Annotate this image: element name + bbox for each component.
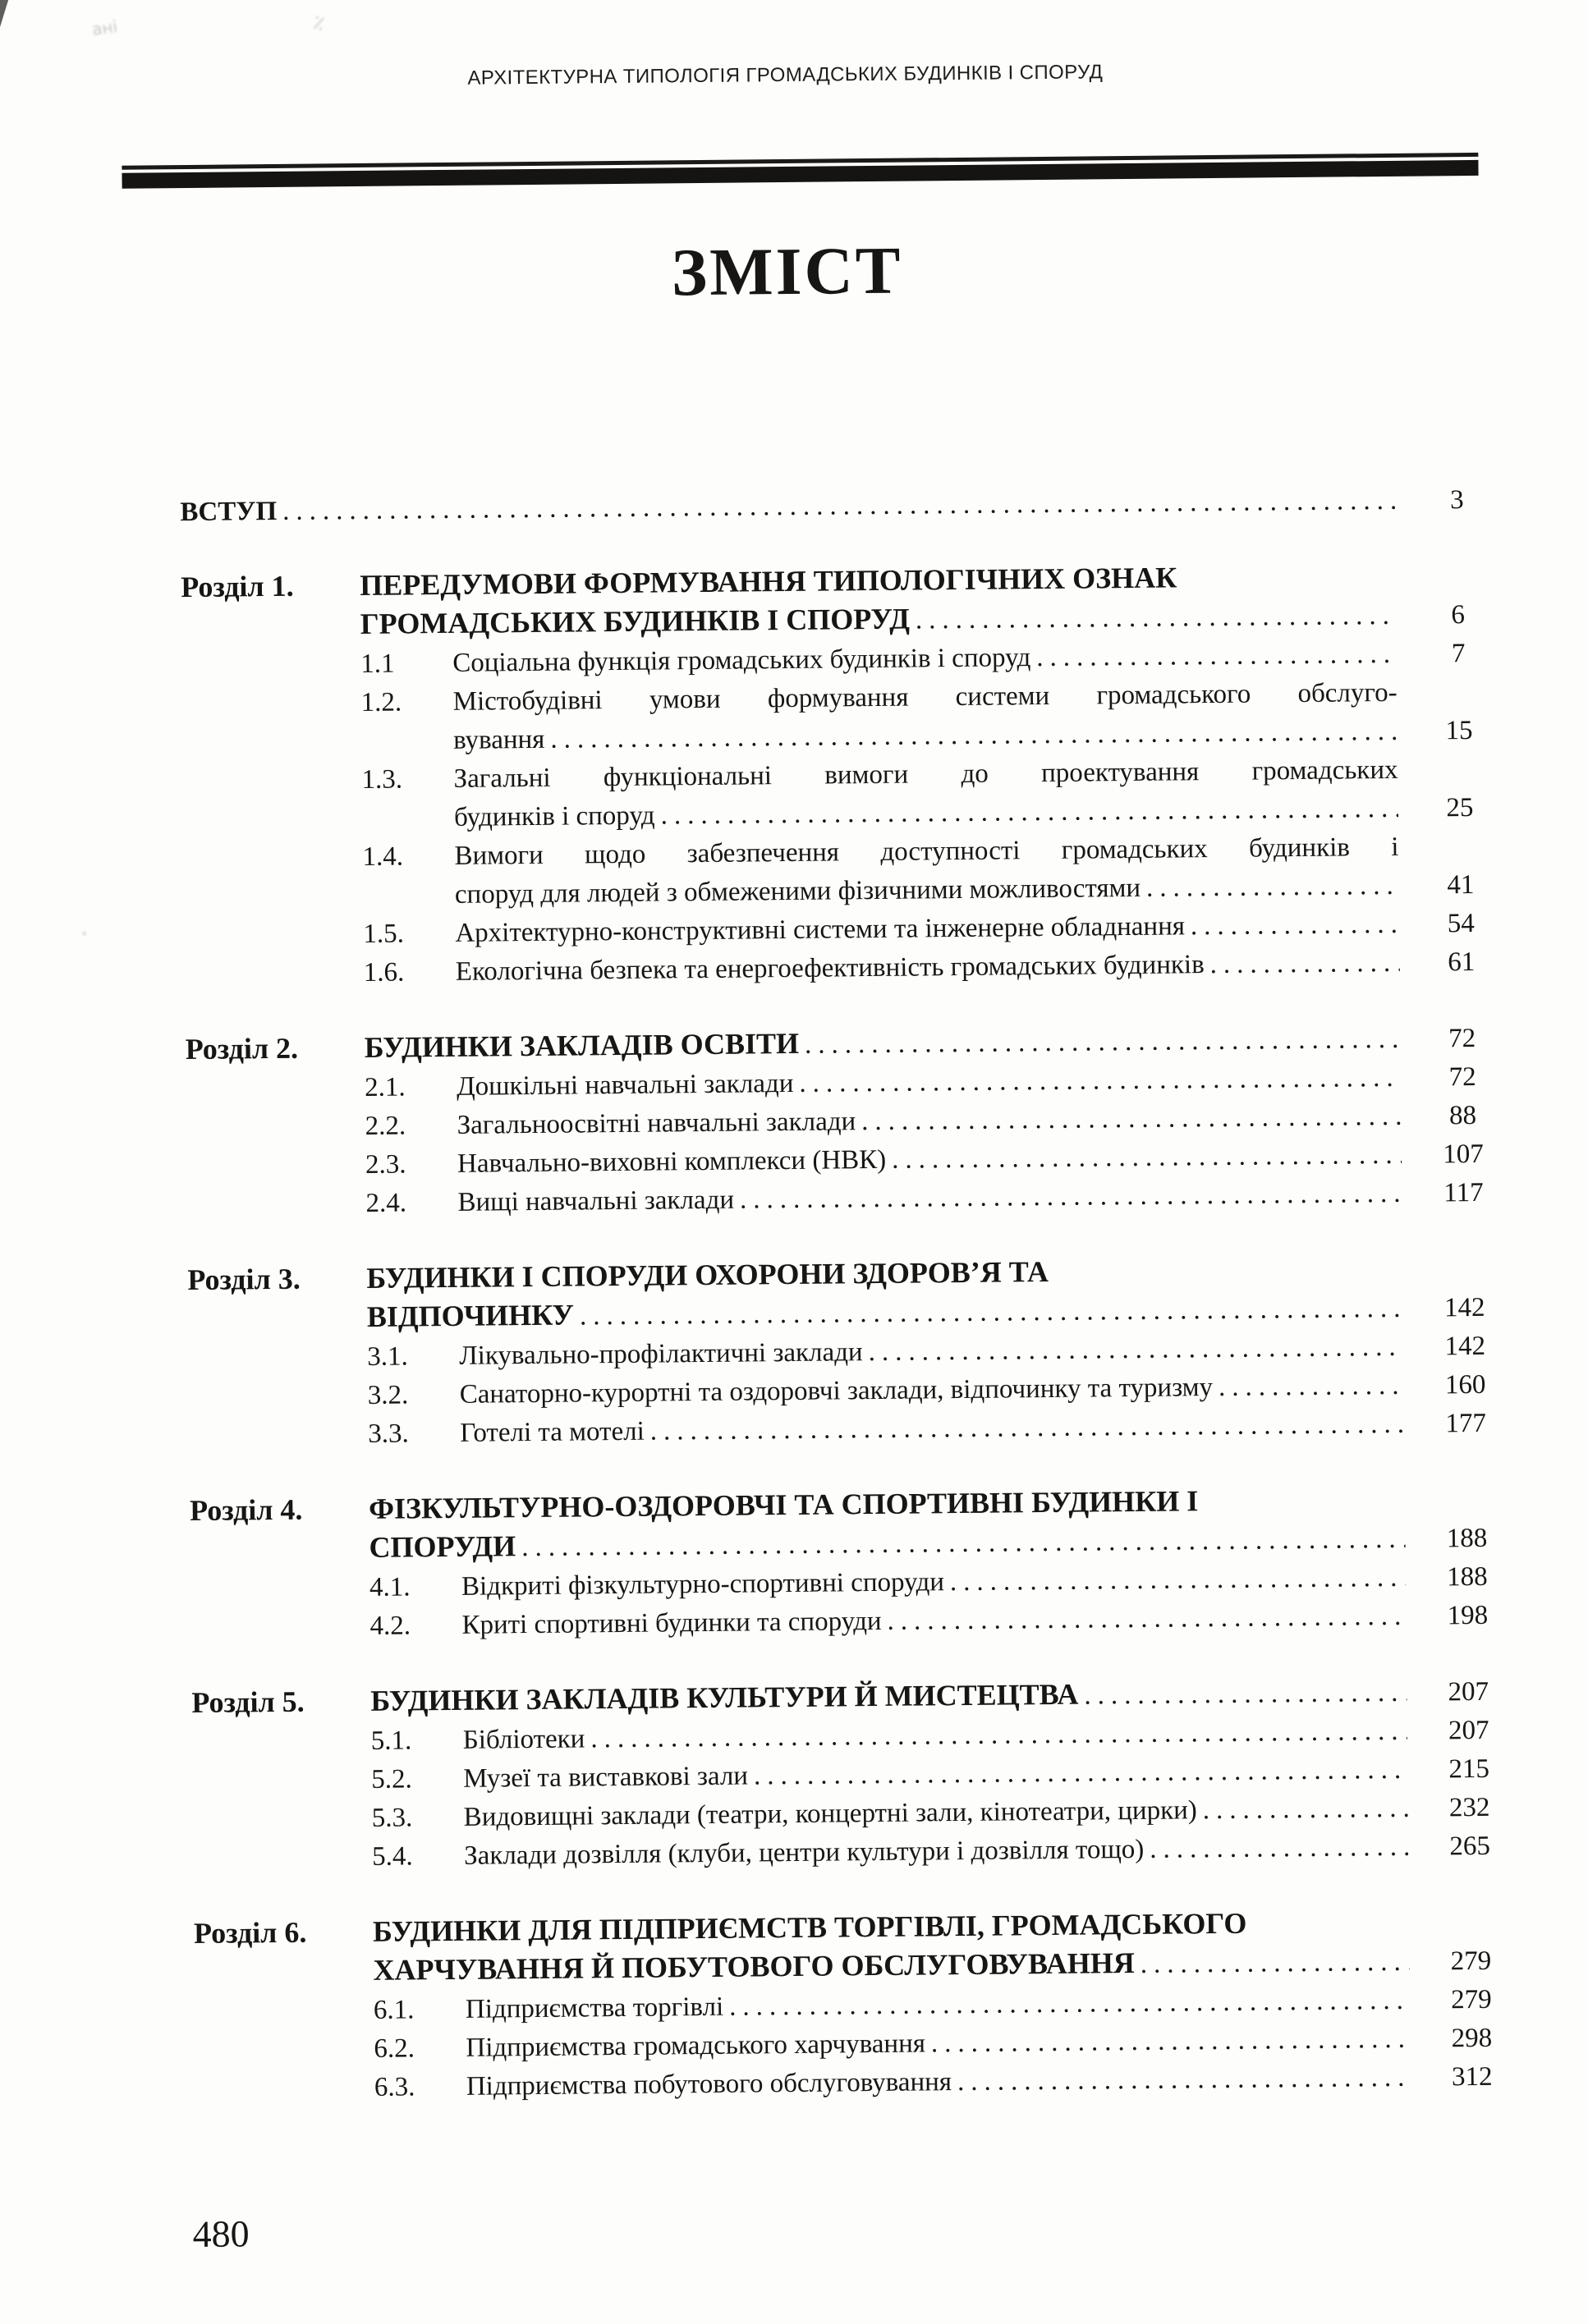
chapter-page-number: 142 [1443,1292,1485,1323]
section-number: 1.5. [363,919,405,949]
section-number: 2.2. [365,1111,406,1141]
dot-leader [881,1597,1406,1641]
dot-leader [1204,944,1400,984]
chapter-title-line: БУДИНКИ ЗАКЛАДІВ ОСВІТИ [364,1026,800,1064]
chapter-title-line: ВІДПОЧИНКУ [366,1298,575,1333]
section-number: 3.3. [368,1419,409,1449]
section-title [452,674,1398,760]
section-title-last-line [466,2059,1411,2106]
chapter-label: Розділ 6. [193,1915,307,1950]
section-number: 1.3. [361,764,403,795]
chapter-title-line: БУДИНКИ І СПОРУДИ ОХОРОНИ ЗДОРОВ’Я ТА [366,1254,1049,1295]
toc-chapter [185,1017,1525,1225]
dot-leader [645,1405,1405,1451]
section-page-number: 61 [1448,947,1476,978]
section-page-number: 160 [1444,1369,1486,1400]
section-number: 3.2. [367,1380,409,1410]
chapter-row [194,1901,1533,1993]
chapter-label: Розділ 2. [185,1031,299,1066]
toc-chapter [181,555,1523,994]
chapter-label: Розділ 3. [187,1262,301,1297]
dot-leader [748,1751,1408,1796]
toc-chapter [187,1248,1527,1455]
section-title-line: вування [452,724,545,755]
dot-leader [1197,1790,1408,1830]
section-page-number: 88 [1448,1100,1477,1131]
chapter-title [360,557,1397,645]
section-title-line: Готелі та мотелі [460,1416,645,1448]
section-number: 5.2. [371,1764,412,1795]
section-number: 2.4. [365,1188,407,1218]
section-page-number: 198 [1447,1600,1489,1631]
chapter-label: Розділ 1. [181,569,294,604]
section-title-line: Підприємства торгівлі [465,1992,724,2024]
section-number: 2.1. [365,1072,406,1102]
chapter-title-line: ГРОМАДСЬКИХ БУДИНКІВ І СПОРУД [360,602,911,640]
chapter-page-number: 207 [1448,1676,1489,1707]
section-title-line: Підприємства громадського харчування [466,2028,926,2063]
dot-leader [886,1136,1402,1180]
section-page-number: 298 [1451,2023,1493,2054]
section-title-last-line [460,1405,1404,1453]
chapter-title [366,1249,1403,1338]
chapter-page-number: 279 [1450,1946,1492,1977]
chapter-title-line: ФІЗКУЛЬТУРНО-ОЗДОРОВЧІ ТА СПОРТИВНІ БУДИНКИ І [368,1484,1199,1525]
section-number: 6.2. [374,2033,415,2064]
toc-section-row [182,749,1521,840]
section-number: 5.1. [370,1726,412,1756]
section-title [461,1597,1406,1645]
section-title-line: Видовищні заклади (театри, концертні зали, кінотеатри, цирки) [463,1795,1197,1832]
section-title-line: будинків і споруд [453,800,655,832]
section-title-last-line [464,1828,1408,1876]
dot-leader [1141,867,1399,908]
dot-leader [862,1328,1403,1372]
section-page-number: 215 [1448,1753,1490,1785]
dot-leader [799,1019,1401,1065]
section-title-line: Екологічна безпека та енергоефективність громадських будинків [455,950,1205,987]
section-number: 4.2. [369,1611,411,1641]
page-title: ЗМІСТ [671,232,903,310]
section-page-number: 72 [1448,1061,1476,1093]
scan-artifact: ані [90,16,119,40]
section-page-number: 15 [1445,715,1473,746]
dot-leader [944,1559,1406,1602]
folio-page-number: 480 [192,2212,250,2256]
section-title-line: Бібліотеки [462,1724,585,1755]
running-title: АРХІТЕКТУРНА ТИПОЛОГІЯ ГРОМАДСЬКИХ БУДИНКІВ І СПОРУД [467,61,1104,89]
dot-leader [1213,1367,1404,1407]
section-title-line: Навчально-виховні комплекси (НВК) [457,1144,887,1179]
section-number: 5.4. [371,1841,413,1872]
section-title [466,2059,1411,2106]
section-title [453,751,1398,837]
section-title-line: Відкриті фізкультурно-спортивні споруди [461,1567,945,1602]
section-title-line: Дошкільні навчальні заклади [456,1068,794,1102]
section-title-line: Містобудівні умови формування системи громадського обслуго- [452,677,1398,717]
dot-leader [925,2020,1411,2064]
section-page-number: 232 [1448,1792,1490,1823]
chapter-row [190,1478,1529,1570]
section-number: 1.6. [363,957,405,988]
section-number: 6.3. [374,2072,415,2102]
dot-leader [910,595,1397,640]
intro-label: ВСТУП [180,496,278,528]
dot-leader [1185,905,1400,947]
section-page-number: 25 [1446,792,1474,823]
section-title-last-line [457,1175,1402,1222]
section-title-last-line [461,1597,1406,1645]
chapter-title [369,1480,1406,1569]
dot-leader [856,1098,1402,1141]
chapter-title [373,1903,1410,1992]
chapter-page-number: 6 [1451,600,1466,630]
toc-chapter [194,1901,1534,2109]
section-title-last-line [456,944,1400,992]
chapter-title-line: ПЕРЕДУМОВИ ФОРМУВАННЯ ТИПОЛОГІЧНИХ ОЗНАК [360,561,1177,602]
section-number: 2.3. [365,1149,406,1180]
chapter-page-number: 72 [1448,1023,1476,1054]
section-page-number: 312 [1451,2061,1493,2093]
section-title-line: Підприємства побутового обслуговування [466,2067,952,2102]
section-title-line: Загальні функціональні вимоги до проектування громадських [453,754,1398,794]
scan-artifact: • [80,926,89,942]
toc-chapter [190,1478,1530,1648]
chapter-row [187,1248,1526,1340]
header-rule [122,153,1478,189]
intro-page-number: 3 [1449,485,1464,516]
section-page-number: 188 [1447,1561,1488,1593]
chapter-title-line: БУДИНКИ ЗАКЛАДІВ КУЛЬТУРИ Й МИСТЕЦТВА [370,1677,1079,1717]
chapter-title-line: БУДИНКИ ДЛЯ ПІДПРИЄМСТВ ТОРГІВЛІ, ГРОМАДСЬКОГО [372,1906,1247,1948]
toc-chapter [191,1671,1531,1878]
dot-leader [1030,635,1397,677]
toc-section-row [181,672,1521,763]
section-title-line: Вимоги щодо забезпечення доступності громадських будинків і [454,832,1399,871]
section-page-number: 207 [1448,1715,1489,1746]
section-title [460,1405,1404,1453]
section-title-line: Вищі навчальні заклади [457,1185,735,1217]
section-title-line: Архітектурно-конструктивні системи та інженерне обладнання [455,911,1186,948]
section-title-line: Загальноосвітні навчальні заклади [457,1107,856,1140]
section-number: 6.1. [373,1995,415,2025]
section-page-number: 41 [1447,869,1475,901]
section-page-number: 279 [1450,1984,1492,2015]
section-title [457,1175,1402,1222]
section-title-line: Заклади дозвілля (клуби, центри культури і дозвілля тощо) [463,1834,1145,1871]
section-number: 1.4. [362,841,404,872]
scan-artifact: ٪ [310,10,328,36]
section-page-number: 265 [1449,1831,1491,1862]
section-page-number: 7 [1451,639,1466,669]
chapter-row [181,555,1520,647]
dot-leader [793,1059,1401,1103]
table-of-contents [180,480,1534,2109]
section-number: 1.2. [360,687,402,717]
section-number: 1.1 [360,649,395,679]
section-page-number: 107 [1443,1139,1484,1170]
section-title-line: Лікувально-профілактичні заклади [459,1337,863,1371]
section-title-line: Криті спортивні будинки та споруди [461,1606,882,1640]
section-title [456,944,1400,992]
section-title-line: Музеї та виставкові зали [463,1761,749,1794]
section-page-number: 177 [1445,1408,1487,1439]
section-title-line: Санаторно-курортні та оздоровчі заклади, відпочинку та туризму [459,1373,1214,1410]
dot-leader [734,1175,1402,1220]
section-title [454,828,1399,914]
dot-leader [277,482,1396,531]
dot-leader [1078,1672,1407,1716]
dot-leader [1134,1941,1409,1984]
section-page-number: 54 [1447,908,1475,939]
chapter-page-number: 188 [1446,1523,1488,1554]
section-title [464,1828,1408,1876]
toc-section-row [183,827,1522,917]
section-page-number: 142 [1444,1331,1486,1362]
section-number: 4.1. [369,1572,411,1602]
chapter-label: Розділ 4. [189,1492,303,1528]
section-title-line: Соціальна функція громадських будинків і споруд [452,643,1031,678]
dot-leader [723,1982,1410,2027]
section-number: 3.1. [367,1341,408,1372]
dot-leader [1144,1828,1408,1869]
chapter-title-line: СПОРУДИ [369,1529,516,1564]
section-number: 5.3. [371,1803,413,1833]
section-page-number: 117 [1443,1177,1484,1208]
dot-leader [952,2059,1411,2102]
chapter-label: Розділ 5. [191,1685,305,1720]
section-title-line: споруд для людей з обмеженими фізичними можливостями [454,873,1141,910]
toc-intro-row [180,480,1518,532]
chapter-title-line: ХАРЧУВАННЯ Й ПОБУТОВОГО ОБСЛУГОВУВАННЯ [373,1946,1135,1987]
